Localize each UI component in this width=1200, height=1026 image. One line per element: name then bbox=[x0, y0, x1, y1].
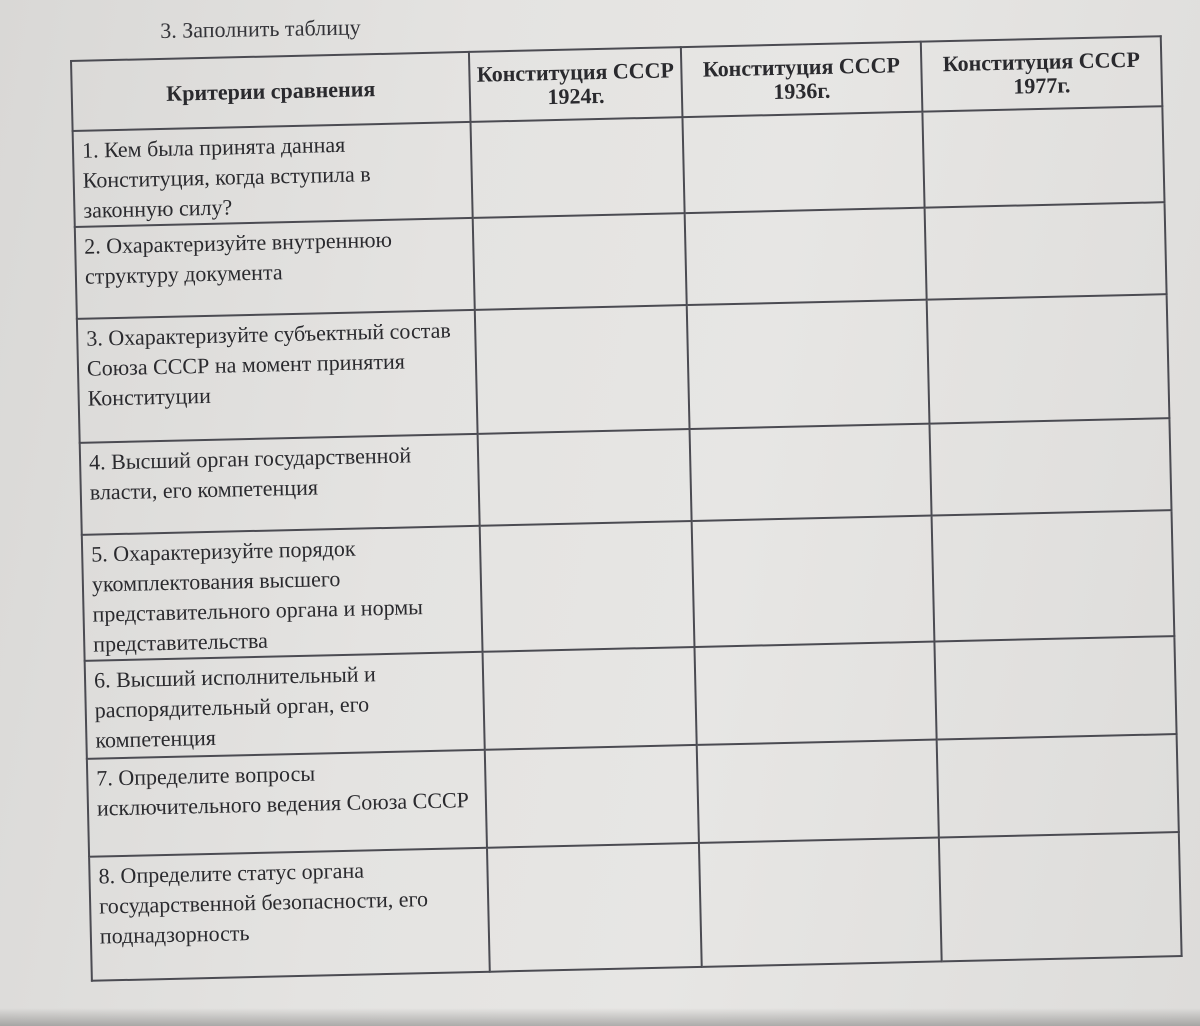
answer-cell-1924[interactable] bbox=[471, 117, 685, 218]
answer-cell-1936[interactable] bbox=[699, 837, 942, 966]
answer-cell-1977[interactable] bbox=[925, 202, 1167, 299]
criterion-cell: 5. Охарактеризуйте порядок укомплектования высшего представительного органа и нормы представительства bbox=[82, 526, 483, 661]
criterion-cell: 6. Высший исполнительный и распорядительный орган, его компетенция bbox=[85, 652, 485, 759]
header-constitution-1924: Конституция СССР 1924г. bbox=[469, 47, 683, 122]
task-heading: 3. Заполнить таблицу bbox=[160, 14, 361, 43]
answer-cell-1977[interactable] bbox=[937, 734, 1179, 837]
answer-cell-1924[interactable] bbox=[487, 843, 702, 972]
answer-cell-1977[interactable] bbox=[939, 832, 1182, 961]
table-row bbox=[82, 510, 1175, 661]
answer-cell-1936[interactable] bbox=[694, 642, 936, 745]
answer-cell-1924[interactable] bbox=[483, 647, 697, 750]
answer-cell-1924[interactable] bbox=[473, 213, 687, 310]
criterion-cell: 7. Определите вопросы исключительного ведения Союза СССР bbox=[87, 750, 487, 857]
answer-cell-1936[interactable] bbox=[682, 112, 924, 213]
comparison-table bbox=[70, 35, 1183, 982]
comparison-table-wrapper bbox=[70, 35, 1181, 981]
answer-cell-1977[interactable] bbox=[934, 636, 1176, 739]
table-row bbox=[77, 294, 1170, 443]
criterion-cell: 1. Кем была принята данная Конституция, когда вступила в законную силу? bbox=[73, 122, 473, 227]
answer-cell-1977[interactable] bbox=[932, 510, 1175, 641]
answer-cell-1924[interactable] bbox=[478, 429, 692, 526]
answer-cell-1977[interactable] bbox=[929, 418, 1171, 515]
answer-cell-1977[interactable] bbox=[922, 106, 1164, 207]
answer-cell-1936[interactable] bbox=[697, 740, 939, 843]
answer-cell-1977[interactable] bbox=[927, 294, 1170, 423]
answer-cell-1936[interactable] bbox=[692, 516, 935, 647]
header-constitution-1977: Конституция СССР 1977г. bbox=[921, 36, 1163, 111]
table-row bbox=[89, 832, 1182, 981]
criterion-cell: 4. Высший орган государственной власти, его компетенция bbox=[80, 434, 480, 535]
answer-cell-1936[interactable] bbox=[690, 424, 932, 521]
answer-cell-1936[interactable] bbox=[687, 300, 930, 429]
answer-cell-1924[interactable] bbox=[480, 521, 695, 652]
answer-cell-1936[interactable] bbox=[685, 208, 927, 305]
criterion-cell: 3. Охарактеризуйте субъектный состав Союза СССР на момент принятия Конституции bbox=[77, 310, 478, 443]
header-criteria: Критерии сравнения bbox=[71, 52, 470, 131]
criterion-cell: 2. Охарактеризуйте внутреннюю структуру документа bbox=[75, 218, 475, 319]
header-constitution-1936: Конституция СССР 1936г. bbox=[681, 42, 923, 117]
criterion-cell: 8. Определите статус органа государственной безопасности, его поднадзорность bbox=[89, 848, 490, 981]
answer-cell-1924[interactable] bbox=[485, 745, 699, 848]
answer-cell-1924[interactable] bbox=[475, 305, 690, 434]
page-bottom-shadow bbox=[0, 1008, 1200, 1026]
